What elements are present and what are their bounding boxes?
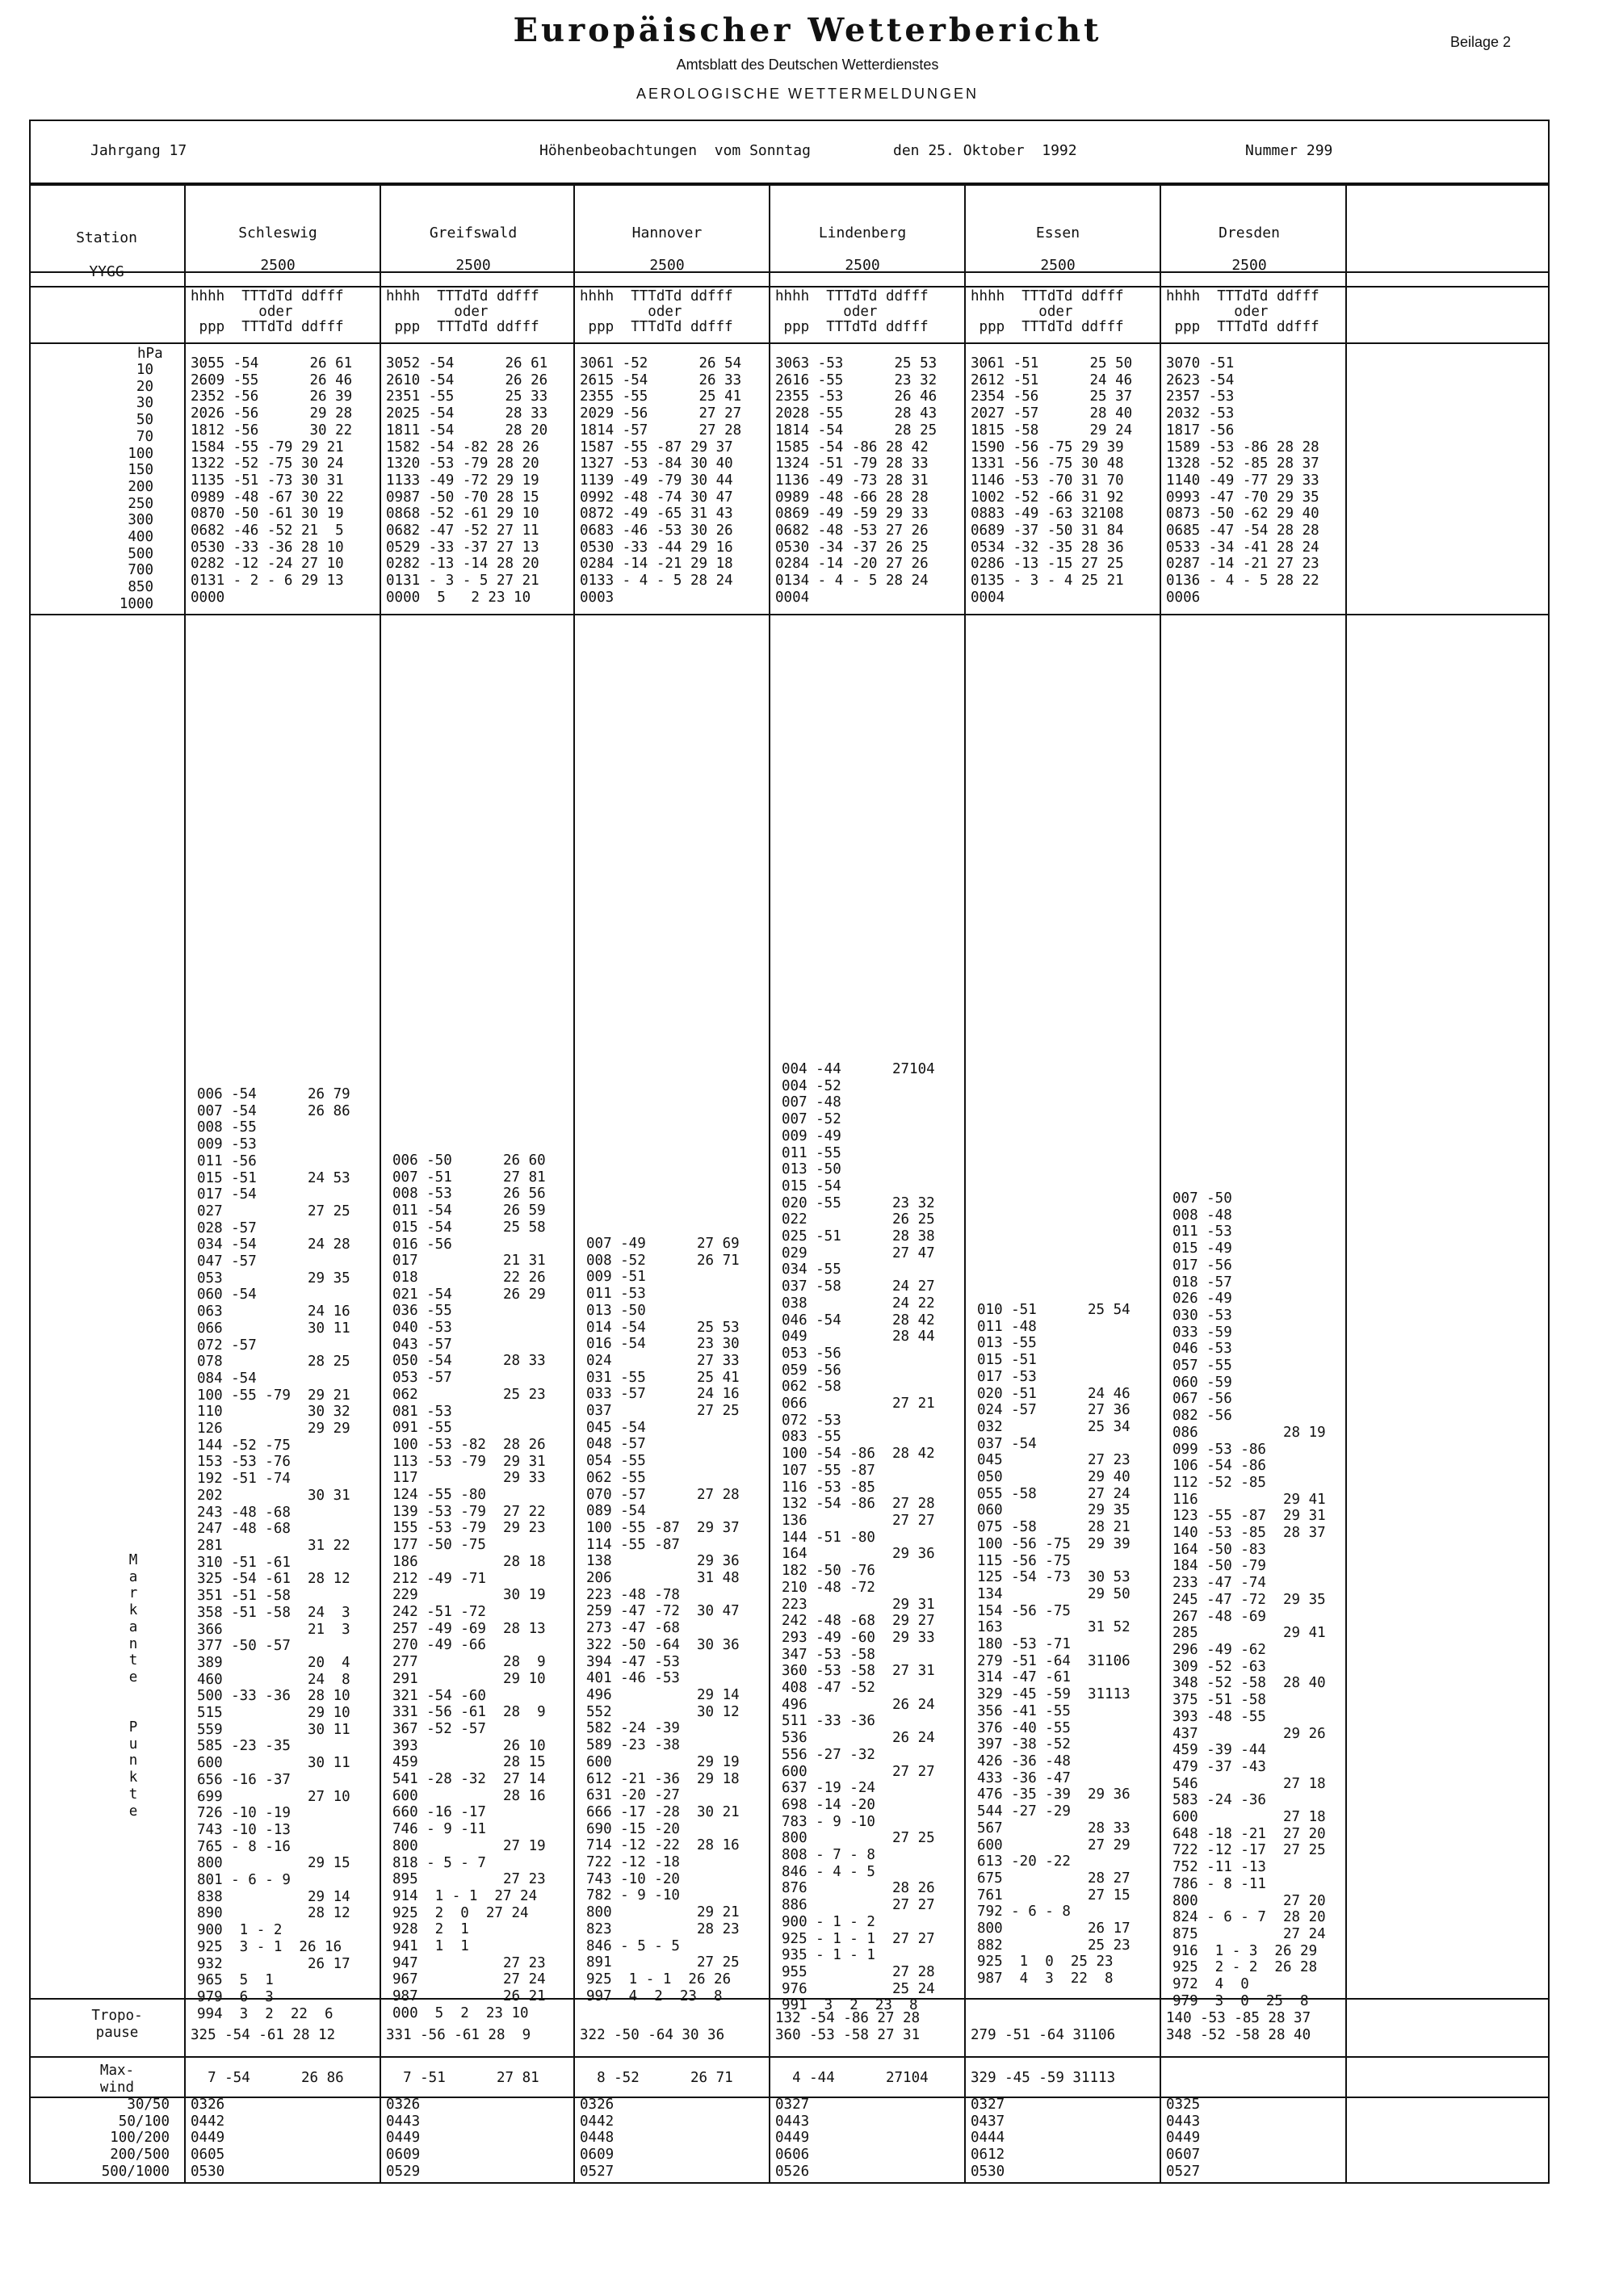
- significant-points: 006 -54 26 79 007 -54 26 86 008 -55 009 -53 011 -56 015 -51 24 53 017 -54 027 27 25 028 -57 034 -54 24 28 047 -57 053 29 35 060 -54 063 24 16 066 30 11 072 -57 078 28 25 084 -54 100 -55 -79 29 21 110 30 32 126 29 29 144 -52 -75 153 -53 -76 192 -51 -74 202 30 31 243 -48 -68 247 -48 -68 281 31 22 310 -51 -61 325 -54 -61 28 12 351 -51 -58 358 -51 -58 24 3 366 21 3 377 -50 -57 389 20 4 460 24 8 500 -33 -36 28 10 515 29 10 559 30 11 585 -23 -35 600 30 11 656 -16 -37 699 27 10 726 -10 -19 743 -10 -13 765 - 8 -16 800 29 15 801 - 6 - 9 838 29 14 890 28 12 900 1 - 2 925 3 - 1 26 16 932 26 17 965 5 1 979 6 3 994 3 2 22 6: [197, 1086, 350, 2022]
- shear-values: 0327 0443 0449 0606 0526: [775, 2097, 810, 2180]
- report-section: AEROLOGISCHE WETTERMELDUNGEN: [636, 86, 979, 102]
- significant-points: 007 -49 27 69 008 -52 26 71 009 -51 011 -53 013 -50 014 -54 25 53 016 -54 23 30 024 27 33 031 -55 25 41 033 -57 24 16 037 27 25 045 -54 048 -57 054 -55 062 -55 070 -57 27 28 089 -54 100 -55 -87 29 37 114 -55 -87 138 29 36 206 31 48 223 -48 -78 259 -47 -72 30 47 273 -47 -68 322 -50 -64 30 36 394 -47 -53 401 -46 -53 496 29 14 552 30 12 582 -24 -39 589 -23 -38 600 29 19 612 -21 -36 29 18 631 -20 -27 666 -17 -28 30 21 690 -15 -20 714 -12 -22 28 16 722 -12 -18 743 -10 -20 782 - 9 -10 800 29 21 823 28 23 846 - 5 - 5 891 27 25 925 1 - 1 26 26 997 4 2 23 8: [586, 1236, 740, 2004]
- rule-std: [29, 614, 1550, 615]
- report-title: Europäischer Wetterbericht: [513, 11, 1102, 49]
- station-column-header: hhhh TTTdTd ddfff oder ppp TTTdTd ddfff: [775, 288, 929, 335]
- rule-trop: [29, 2056, 1550, 2058]
- col-sep-5: [964, 183, 966, 2184]
- station-column-header: hhhh TTTdTd ddfff oder ppp TTTdTd ddfff: [191, 288, 344, 335]
- station-time: 2500: [649, 257, 685, 274]
- col-sep-3: [573, 183, 575, 2184]
- rule-colhead: [29, 342, 1550, 344]
- tropopause-label: Tropo- pause: [91, 2008, 143, 2041]
- tropopause-values: 140 -53 -85 28 37 348 -52 -58 28 40: [1166, 2010, 1311, 2043]
- station-time: 2500: [455, 257, 491, 274]
- yygg-label: YYGG: [89, 263, 124, 280]
- maxwind-values: 4 -44 27104: [775, 2070, 929, 2086]
- station-label: Station: [76, 229, 137, 246]
- shear-values: 0326 0442 0448 0609 0527: [580, 2097, 615, 2180]
- station-column-header: hhhh TTTdTd ddfff oder ppp TTTdTd ddfff: [580, 288, 733, 335]
- station-name: Dresden: [1219, 225, 1280, 241]
- rule-yygg: [29, 286, 1550, 288]
- jahrgang: Jahrgang 17: [90, 142, 187, 159]
- shear-values: 0326 0443 0449 0609 0529: [386, 2097, 421, 2180]
- station-name: Lindenberg: [818, 225, 907, 241]
- significant-points: 004 -44 27104 004 -52 007 -48 007 -52 009 -49 011 -55 013 -50 015 -54 020 -55 23 32 022 26 25 025 -51 28 38 029 27 47 034 -55 037 -58 24 27 038 24 22 046 -54 28 42 049 28 44 053 -56 059 -56 062 -58 066 27 21 072 -53 083 -55 100 -54 -86 28 42 107 -55 -87 116 -53 -85 132 -54 -86 27 28 136 27 27 144 -51 -80 164 29 36 182 -50 -76 210 -48 -72 223 29 31 242 -48 -68 29 27 293 -49 -60 29 33 347 -53 -58 360 -53 -58 27 31 408 -47 -52 496 26 24 511 -33 -36 536 26 24 556 -27 -32 600 27 27 637 -19 -24 698 -14 -20 783 - 9 -10 800 27 25 808 - 7 - 8 846 - 4 - 5 876 28 26 886 27 27 900 - 1 - 2 925 - 1 - 1 27 27 935 - 1 - 1 955 27 28 976 25 24 991 3 2 23 8: [782, 1061, 935, 2014]
- shear-values: 0326 0442 0449 0605 0530: [191, 2097, 225, 2180]
- maxwind-values: 329 -45 -59 31113: [971, 2070, 1116, 2086]
- pressure-levels: 10 20 30 50 70 100 150 200 250 300 400 500 700 850 1000: [119, 362, 153, 612]
- col-sep-7: [1345, 183, 1347, 2184]
- station-name: Essen: [1035, 225, 1080, 241]
- station-name: Schleswig: [238, 225, 317, 241]
- standard-levels: 3070 -51 2623 -54 2357 -53 2032 -53 1817 -56 1589 -53 -86 28 28 1328 -52 -85 28 37 1140 -49 -77 29 33 0993 -47 -70 29 35 0873 -50 -62 29 40 0685 -47 -54 28 28 0533 -34 -41 28 24 0287 -14 -21 27 23 0136 - 4 - 5 28 22 0006: [1166, 355, 1319, 606]
- station-time: 2500: [845, 257, 880, 274]
- tropopause-values: 132 -54 -86 27 28 360 -53 -58 27 31: [775, 2010, 921, 2043]
- standard-levels: 3055 -54 26 61 2609 -55 26 46 2352 -56 26 39 2026 -56 29 28 1812 -56 30 22 1584 -55 -79 29 21 1322 -52 -75 30 24 1135 -51 -73 30 31 0989 -48 -67 30 22 0870 -50 -61 30 19 0682 -46 -52 21 5 0530 -33 -36 28 10 0282 -12 -24 27 10 0131 - 2 - 6 29 13 0000: [191, 355, 353, 606]
- station-name: Hannover: [631, 225, 703, 241]
- station-time: 2500: [1040, 257, 1076, 274]
- standard-levels: 3061 -52 26 54 2615 -54 26 33 2355 -55 25 41 2029 -56 27 27 1814 -57 27 28 1587 -55 -87 29 37 1327 -53 -84 30 40 1139 -49 -79 30 44 0992 -48 -74 30 47 0872 -49 -65 31 43 0683 -46 -53 30 26 0530 -33 -44 29 16 0284 -14 -21 29 18 0133 - 4 - 5 28 24 0003: [580, 355, 742, 606]
- report-subtitle: Amtsblatt des Deutschen Wetterdienstes: [676, 57, 939, 73]
- hpa-label: hPa: [137, 346, 163, 362]
- standard-levels: 3052 -54 26 61 2610 -54 26 26 2351 -55 25 33 2025 -54 28 33 1811 -54 28 20 1582 -54 -82 28 26 1320 -53 -79 28 20 1133 -49 -72 29 19 0987 -50 -70 28 15 0868 -52 -61 29 10 0682 -47 -52 27 11 0529 -33 -37 27 13 0282 -13 -14 28 20 0131 - 3 - 5 27 21 0000 5 2 23 10: [386, 355, 548, 606]
- issue-number: Nummer 299: [1245, 142, 1333, 159]
- tropopause-values: 279 -51 -64 31106: [971, 2027, 1116, 2043]
- shear-layers: 30/50 50/100 100/200 200/500 500/1000: [101, 2097, 170, 2180]
- maxwind-values: 8 -52 26 71: [580, 2070, 733, 2086]
- station-time: 2500: [1231, 257, 1267, 274]
- col-sep-6: [1160, 183, 1161, 2184]
- standard-levels: 3063 -53 25 53 2616 -55 23 32 2355 -53 26 46 2028 -55 28 43 1814 -54 28 25 1585 -54 -86 28 42 1324 -51 -79 28 33 1136 -49 -73 28 31 0989 -48 -66 28 28 0869 -49 -59 29 33 0682 -48 -53 27 26 0530 -34 -37 26 25 0284 -14 -20 27 26 0134 - 4 - 5 28 24 0004: [775, 355, 938, 606]
- maxwind-values: 7 -51 27 81: [386, 2070, 539, 2086]
- station-column-header: hhhh TTTdTd ddfff oder ppp TTTdTd ddfff: [1166, 288, 1319, 335]
- significant-points: 010 -51 25 54 011 -48 013 -55 015 -51 017 -53 020 -51 24 46 024 -57 27 36 032 25 34 037 -54 045 27 23 050 29 40 055 -58 27 24 060 29 35 075 -58 28 21 100 -56 -75 29 39 115 -56 -75 125 -54 -73 30 53 134 29 50 154 -56 -75 163 31 52 180 -53 -71 279 -51 -64 31106 314 -47 -61 329 -45 -59 31113 356 -41 -55 376 -40 -55 397 -38 -52 426 -36 -48 433 -36 -47 476 -35 -39 29 36 544 -27 -29 567 28 33 600 27 29 613 -20 -22 675 28 27 761 27 15 792 - 6 - 8 800 26 17 882 25 23 925 1 0 25 23 987 4 3 22 8: [977, 1302, 1130, 1987]
- maxwind-label: Max- wind: [99, 2063, 135, 2096]
- observation-date: den 25. Oktober 1992: [893, 142, 1077, 159]
- tropopause-values: 325 -54 -61 28 12: [191, 2027, 336, 2043]
- maxwind-values: 7 -54 26 86: [191, 2070, 344, 2086]
- markante-punkte-label: M a r k a n t e P u n k t e: [128, 1552, 138, 1820]
- col-sep-2: [380, 183, 381, 2184]
- station-column-header: hhhh TTTdTd ddfff oder ppp TTTdTd ddfff: [386, 288, 539, 335]
- col-sep-1: [184, 183, 186, 2184]
- shear-values: 0327 0437 0444 0612 0530: [971, 2097, 1005, 2180]
- beilage-label: Beilage 2: [1450, 34, 1512, 50]
- standard-levels: 3061 -51 25 50 2612 -51 24 46 2354 -56 25 37 2027 -57 28 40 1815 -58 29 24 1590 -56 -75 29 39 1331 -56 -75 30 48 1146 -53 -70 31 70 1002 -52 -66 31 92 0883 -49 -63 32108 0689 -37 -50 31 84 0534 -32 -35 28 36 0286 -13 -15 27 25 0135 - 3 - 4 25 21 0004: [971, 355, 1133, 606]
- shear-values: 0325 0443 0449 0607 0527: [1166, 2097, 1201, 2180]
- significant-points: 006 -50 26 60 007 -51 27 81 008 -53 26 56 011 -54 26 59 015 -54 25 58 016 -56 017 21 31 018 22 26 021 -54 26 29 036 -55 040 -53 043 -57 050 -54 28 33 053 -57 062 25 23 081 -53 091 -55 100 -53 -82 28 26 113 -53 -79 29 31 117 29 33 124 -55 -80 139 -53 -79 27 22 155 -53 -79 29 23 177 -50 -75 186 28 18 212 -49 -71 229 30 19 242 -51 -72 257 -49 -69 28 13 270 -49 -66 277 28 9 291 29 10 321 -54 -60 331 -56 -61 28 9 367 -52 -57 393 26 10 459 28 15 541 -28 -32 27 14 600 28 16 660 -16 -17 746 - 9 -11 800 27 19 818 - 5 - 7 895 27 23 914 1 - 1 27 24 925 2 0 27 24 928 2 1 941 1 1 947 27 23 967 27 24 987 26 21 000 5 2 23 10: [392, 1152, 546, 2021]
- station-column-header: hhhh TTTdTd ddfff oder ppp TTTdTd ddfff: [971, 288, 1124, 335]
- col-sep-4: [769, 183, 770, 2184]
- observation-day: Höhenbeobachtungen vom Sonntag: [539, 142, 811, 159]
- significant-points: 007 -50 008 -48 011 -53 015 -49 017 -56 018 -57 026 -49 030 -53 033 -59 046 -53 057 -55 060 -59 067 -56 082 -56 086 28 19 099 -53 -86 106 -54 -86 112 -52 -85 116 29 41 123 -55 -87 29 31 140 -53 -85 28 37 164 -50 -83 184 -50 -79 233 -47 -74 245 -47 -72 29 35 267 -48 -69 285 29 41 296 -49 -62 309 -52 -63 348 -52 -58 28 40 375 -51 -58 393 -48 -55 437 29 26 459 -39 -44 479 -37 -43 546 27 18 583 -24 -36 600 27 18 648 -18 -21 27 20 722 -12 -17 27 25 752 -11 -13 786 - 8 -11 800 27 20 824 - 6 - 7 28 20 875 27 24 916 1 - 3 26 29 925 2 - 2 26 28 972 4 0 979 3 0 25 8: [1172, 1190, 1326, 2009]
- tropopause-values: 331 -56 -61 28 9: [386, 2027, 531, 2043]
- station-name: Greifswald: [429, 225, 518, 241]
- station-time: 2500: [260, 257, 296, 274]
- tropopause-values: 322 -50 -64 30 36: [580, 2027, 725, 2043]
